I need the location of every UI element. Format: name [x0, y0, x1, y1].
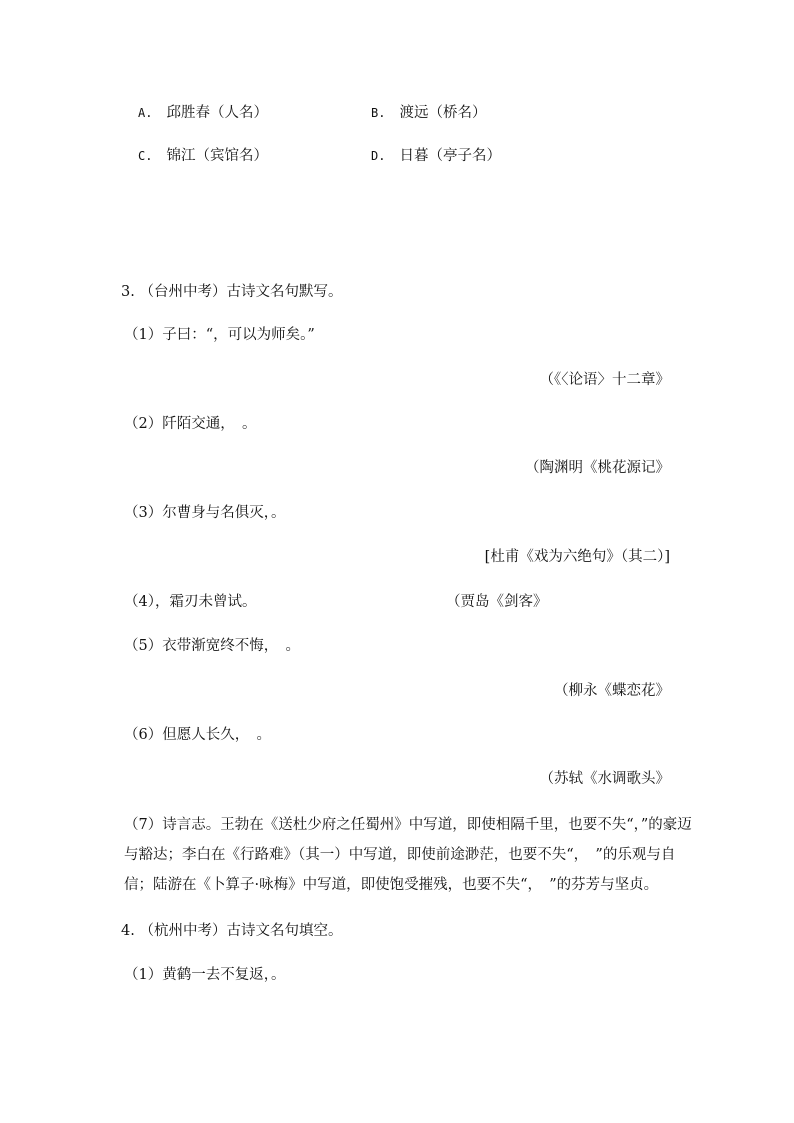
q3-item-7	[124, 810, 692, 900]
q4-item-1: （1）黄鹤一去不复返，。	[124, 967, 286, 983]
option-c-letter: C.	[138, 149, 153, 163]
q4-title: 4. （杭州中考）古诗文名句填空。	[121, 923, 343, 939]
q3-item-7-line: 信；陆游在《卜算子·咏梅》中写道，即使饱受摧残，也要不失“， ”的芬芳与坚贞。	[124, 877, 659, 893]
option-d-letter: D.	[371, 149, 386, 163]
q3-title: 3. （台州中考）古诗文名句默写。	[121, 284, 343, 300]
q3-item-6: （6）但愿人长久， 。	[124, 727, 271, 743]
option-b	[371, 103, 486, 123]
q3-item-3: （3）尔曹身与名俱灭，。	[124, 505, 286, 521]
q3-item-2: （2）阡陌交通， 。	[124, 416, 257, 432]
option-a	[138, 103, 268, 123]
q3-item-7-line: （7）诗言志。王勃在《送杜少府之任蜀州》中写道，即使相隔千里，也要不失“，”的豪迈	[124, 817, 692, 833]
q3-item-5-source: （柳永《蝶恋花》	[554, 683, 670, 699]
q3-item-3-source: [杜甫《戏为六绝句》（其二）]	[484, 549, 670, 565]
option-c-text: 锦江（宾馆名）	[166, 148, 268, 164]
q3-item-1: （1）子曰：“，可以为师矣。”	[124, 327, 315, 343]
option-d-text: 日暮（亭子名）	[399, 148, 501, 164]
option-c	[138, 146, 268, 166]
option-b-text: 渡远（桥名）	[399, 105, 487, 121]
option-a-letter: A.	[138, 106, 153, 120]
q3-item-1-source: （《〈论语〉十二章》	[539, 372, 670, 388]
option-d	[371, 146, 501, 166]
q3-item-4-source: （贾岛《剑客》	[446, 594, 548, 610]
option-a-text: 邱胜春（人名）	[166, 105, 268, 121]
q3-item-6-source: （苏轼《水调歌头》	[539, 771, 670, 787]
option-b-letter: B.	[371, 106, 386, 120]
q3-item-2-source: （陶渊明《桃花源记》	[525, 460, 670, 476]
q3-item-5: （5）衣带渐宽终不悔， 。	[124, 638, 300, 654]
q3-item-7-line: 与豁达；李白在《行路难》（其一）中写道，即使前途渺茫，也要不失“， ”的乐观与自	[124, 847, 676, 863]
q3-item-4: （4），霜刃未曾试。	[124, 594, 257, 610]
